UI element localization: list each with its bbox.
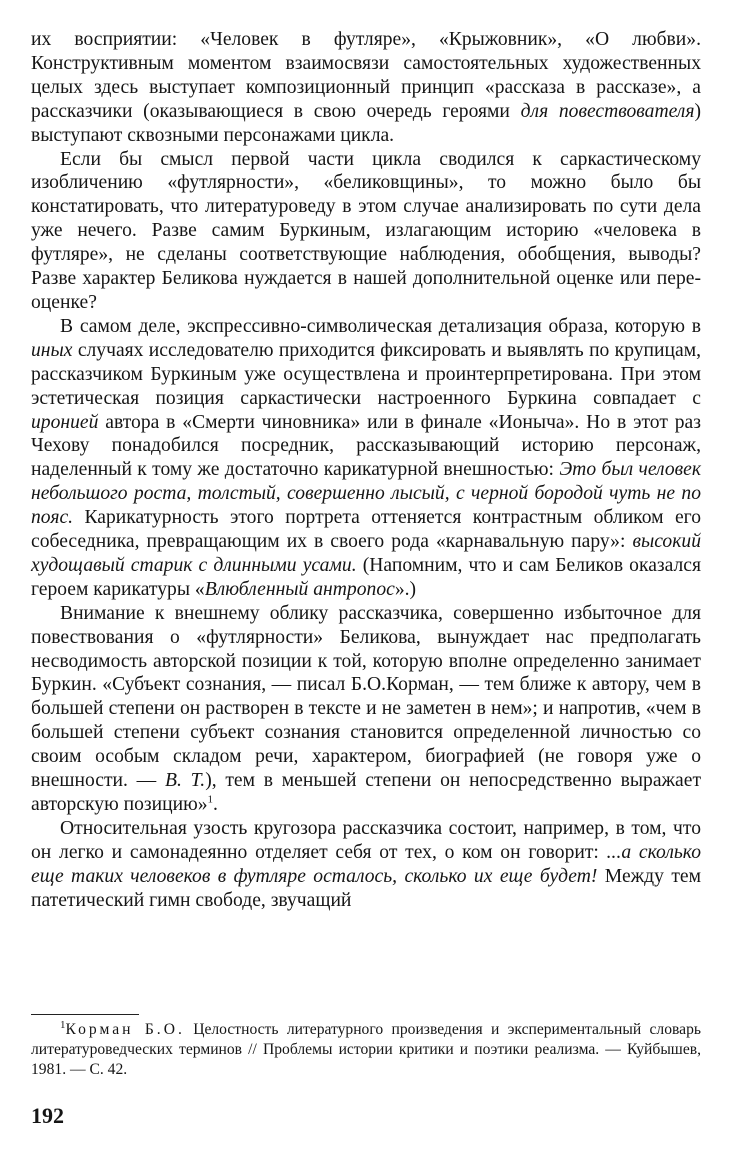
page-number: 192	[31, 1103, 64, 1128]
paragraph	[31, 817, 701, 913]
text-run: Между тем патетический гимн свободе, звучащий	[31, 865, 701, 911]
italic-text: Влюбленный антропос	[204, 578, 395, 600]
footnote-author: Корман Б.О.	[65, 1021, 185, 1038]
italic-text: иных	[31, 339, 73, 361]
italic-text: В. Т.	[165, 770, 206, 792]
text-run: ), тем в меньшей степени он непосредственно выражает авторскую позицию»	[31, 770, 702, 815]
footnote-divider	[31, 1014, 139, 1015]
paragraph	[31, 148, 701, 315]
paragraph	[31, 602, 701, 817]
paragraph	[31, 315, 701, 602]
main-text	[31, 28, 701, 913]
text-run: Если бы смысл первой части цикла сводился к саркастическому изобличению «футлярности», «беликовщины», то можно было бы констатировать, что литературоведу в этом случае анализировать по сути дела уже нечего. Разве самим Буркиным, излагающим историю «человека в футляре», не сделаны соответствующие наблюдения, обобщения, выводы? Разве характер Беликова нуждается в нашей дополнительной оценке или переоценке?	[31, 148, 701, 313]
text-run: их восприятии: «Человек в футляре», «Крыжовник», «О любви». Конструктивным моментом взаимосвязи самостоятельных художественных целых здесь выступает композиционный принцип «рассказа в рассказе», а рассказчики (оказывающиеся в свою очередь героями	[31, 29, 701, 122]
text-run: В самом деле, экспрессивно-символическая детализация образа, которую в	[60, 315, 701, 337]
footnote-reference: 1	[207, 793, 214, 806]
italic-text: ...а сколько еще таких человеков в футляре осталось, сколько их еще будет!	[31, 841, 701, 887]
text-run: автора в «Смерти чиновника» или в финале «Ионыча». Но в этот раз Чехову понадобился посредник, рассказывающий историю персонаж, наделенный к тому же достаточно карикатурной внешностью:	[31, 411, 701, 481]
footnote-marker: 1	[60, 1018, 66, 1031]
italic-text: для повествователя	[520, 100, 695, 122]
text-run: (Напомним, что и сам Беликов оказался героем карикатуры «	[31, 554, 701, 600]
italic-text: высокий худощавый старик с длинными усами.	[31, 531, 701, 576]
italic-text: Это был человек небольшого роста, толстый, совершенно лысый, с черной бородой чуть не по пояс.	[31, 459, 701, 529]
text-run: ».)	[394, 578, 417, 600]
text-run: Относительная узость кругозора рассказчика состоит, например, в том, что он легко и самонадеянно отделяет себя от тех, о ком он говорит:	[31, 817, 701, 863]
text-run: Внимание к внешнему облику рассказчика, совершенно избыточное для повествования о «футлярности» Беликова, вынуждает нас предполагать несводимость авторской позиции к той, которую вполне определенно занимает Буркин. «Субъект сознания, — писал Б.О.Корман, — тем ближе к автору, чем в большей степени он растворен в тексте и не заметен в нем»; и напротив, «чем в большей степени субъект сознания становится определенной личностью со своим особым складом речи, характером, биографией (не говоря уже о внешности. —	[31, 602, 701, 792]
footnote	[31, 1020, 701, 1080]
text-run: ) выступают сквозными персонажами цикла.	[31, 100, 701, 146]
paragraph	[31, 28, 701, 148]
footnote-text: Целостность литературного произведения и экспериментальный словарь литературоведческих терминов // Проблемы истории критики и поэтики реализма. — Куйбышев, 1981. — С. 42.	[31, 1021, 701, 1078]
italic-text: иронией	[31, 411, 99, 433]
text-run: Карикатурность этого портрета оттеняется контрастным обликом его собеседника, превращающим их в своего рода «карнавальную пару»:	[31, 507, 701, 553]
text-run: случаях исследователю приходится фиксировать и выявлять по крупицам, рассказчиком Буркиным уже осуществлена и проинтерпретирована. При этом эстетическая позиция саркастически настроенного Буркина совпадает с	[31, 339, 701, 409]
text-run: .	[213, 794, 218, 815]
